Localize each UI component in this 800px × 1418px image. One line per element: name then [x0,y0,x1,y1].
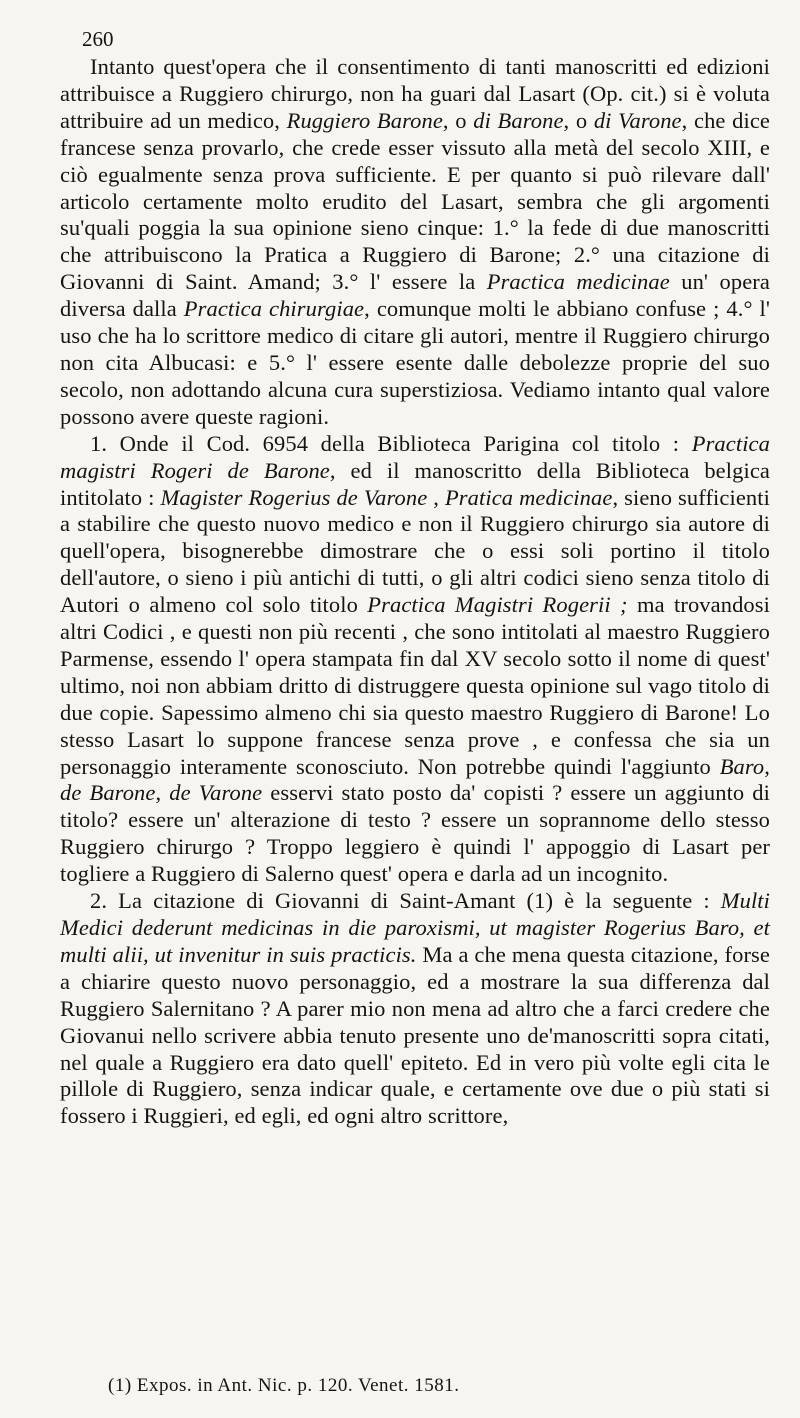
text-segment: 1. Onde il Cod. 6954 della Biblioteca Parigina col titolo : [90,430,692,456]
italic-text: Practica chirurgiae [183,296,365,322]
text-segment: , che dice francese senza provarlo, che crede esser vissuto alla metà del secolo XIII, e ciò egualmente senza prova sufficiente. E per quanto si può rilevare dall' articolo certamente molto erudito del Lasart, sembra che gli argomenti su'quali poggia la sua opinione sieno cinque: 1.° la fede di due manoscritti che attribuiscono la Pratica a Ruggiero di Barone; 2.° una citazione di Giovanni di Saint. Amand; 3.° l' essere la [60,107,770,295]
text-segment: ma trovandosi altri Codici , e questi non più recenti , che sono intitolati al maestro Ruggiero Parmense, essendo l' opera stampata fin dal XV secolo sotto il nome di quest' ultimo, noi non abbiam dritto di distruggere questa opinione sul vago titolo di due copie. Sapessimo almeno chi sia questo maestro Ruggiero di Barone! Lo stesso Lasart lo suppone francese senza prove , e confessa che sia un personaggio interamente sconosciuto. Non potrebbe quindi l'aggiunto [60,592,770,779]
text-segment: , comunque molti le abbiano confuse ; 4.° l' uso che ha lo scrittore medico di citare gli autori, mentre il Ruggiero chirurgo non cita Albucasi: e 5.° l' essere esente dalle debolezze proprie del suo secolo, non adottando alcuna cura superstiziosa. Vediamo intanto qual valore possono avere queste ragioni. [60,296,770,429]
italic-text: Practica medicinae [486,269,670,295]
text-segment: un' opera diversa dalla [60,269,770,322]
italic-text: Ruggiero Barone [286,107,443,133]
footnote: (1) Expos. in Ant. Nic. p. 120. Venet. 1581. [108,1375,460,1396]
text-segment: 2. La citazione di Giovanni di Saint-Amant (1) è la seguente : [90,888,721,914]
paragraph [60,54,770,431]
italic-text: Multi Medici dederunt medicinas in die paroxismi, ut magister Rogerius Baro, et multi alii, ut invenitur in suis practicis. [60,888,770,967]
page-number: 260 [82,27,114,51]
text-segment: , sieno sufficienti a stabilire che questo nuovo medico e non il Ruggiero chirurgo sia autore di quell'opera, bisognerebbe dimostrare che o essi soli portino il titolo dell'autore, o sieno i più antichi di tutti, o gli altri codici sieno senza titolo di Autori o almeno col solo titolo [60,484,770,618]
text-segment: Intanto quest'opera che il consentimento di tanti manoscritti ed edizioni attribuisce a Ruggiero chirurgo, non ha guari dal Lasart (Op. cit.) si è voluta attribuire ad un medico, [60,54,770,133]
italic-text: di Varone [593,107,682,133]
italic-text: di Barone [473,107,564,133]
body-text [60,54,770,1130]
text-segment: , [155,780,170,806]
text-segment: , [764,753,770,779]
text-segment: , ed il manoscritto della Biblioteca belgica intitolato : [60,457,770,510]
italic-text: Pratica medicinae [444,484,613,510]
text-segment: esservi stato posto da' copisti ? essere un aggiunto di titolo? essere un' alterazione di testo ? essere un soprannome dello stesso Ruggiero chirurgo ? Troppo leggiero è quindi l' appoggio di Lasart per togliere a Ruggiero di Salerno quest' opera e darla ad un incognito. [60,780,771,887]
text-segment: , [427,484,445,510]
paragraph [60,431,770,888]
text-segment: , o [563,107,594,133]
italic-text: Practica Magistri Rogerii ; [367,592,628,618]
italic-text: Baro [719,753,765,779]
text-segment: , o [442,107,474,133]
italic-text: Magister Rogerius de Varone [160,484,428,510]
italic-text: de Varone [169,780,263,806]
italic-text: de Barone [60,780,156,806]
italic-text: Practica magistri Rogeri de Barone [60,430,770,483]
paragraph [60,888,770,1130]
text-segment: Ma a che mena questa citazione, forse a chiarire questo nuovo personaggio, ed a mostrare la sua differenza dal Ruggiero Salernitano ? A parer mio non mena ad altro che a farci credere che Giovanui nello scrivere abbia tenuto presente uno de'manoscritti sopra citati, nel quale a Ruggiero era dato quell' epiteto. Ed in vero più volte egli cita le pillole di Ruggiero, senza indicar quale, e certamente ove due o più stati si fossero i Ruggieri, ed egli, ed ogni altro scrittore, [60,941,770,1129]
